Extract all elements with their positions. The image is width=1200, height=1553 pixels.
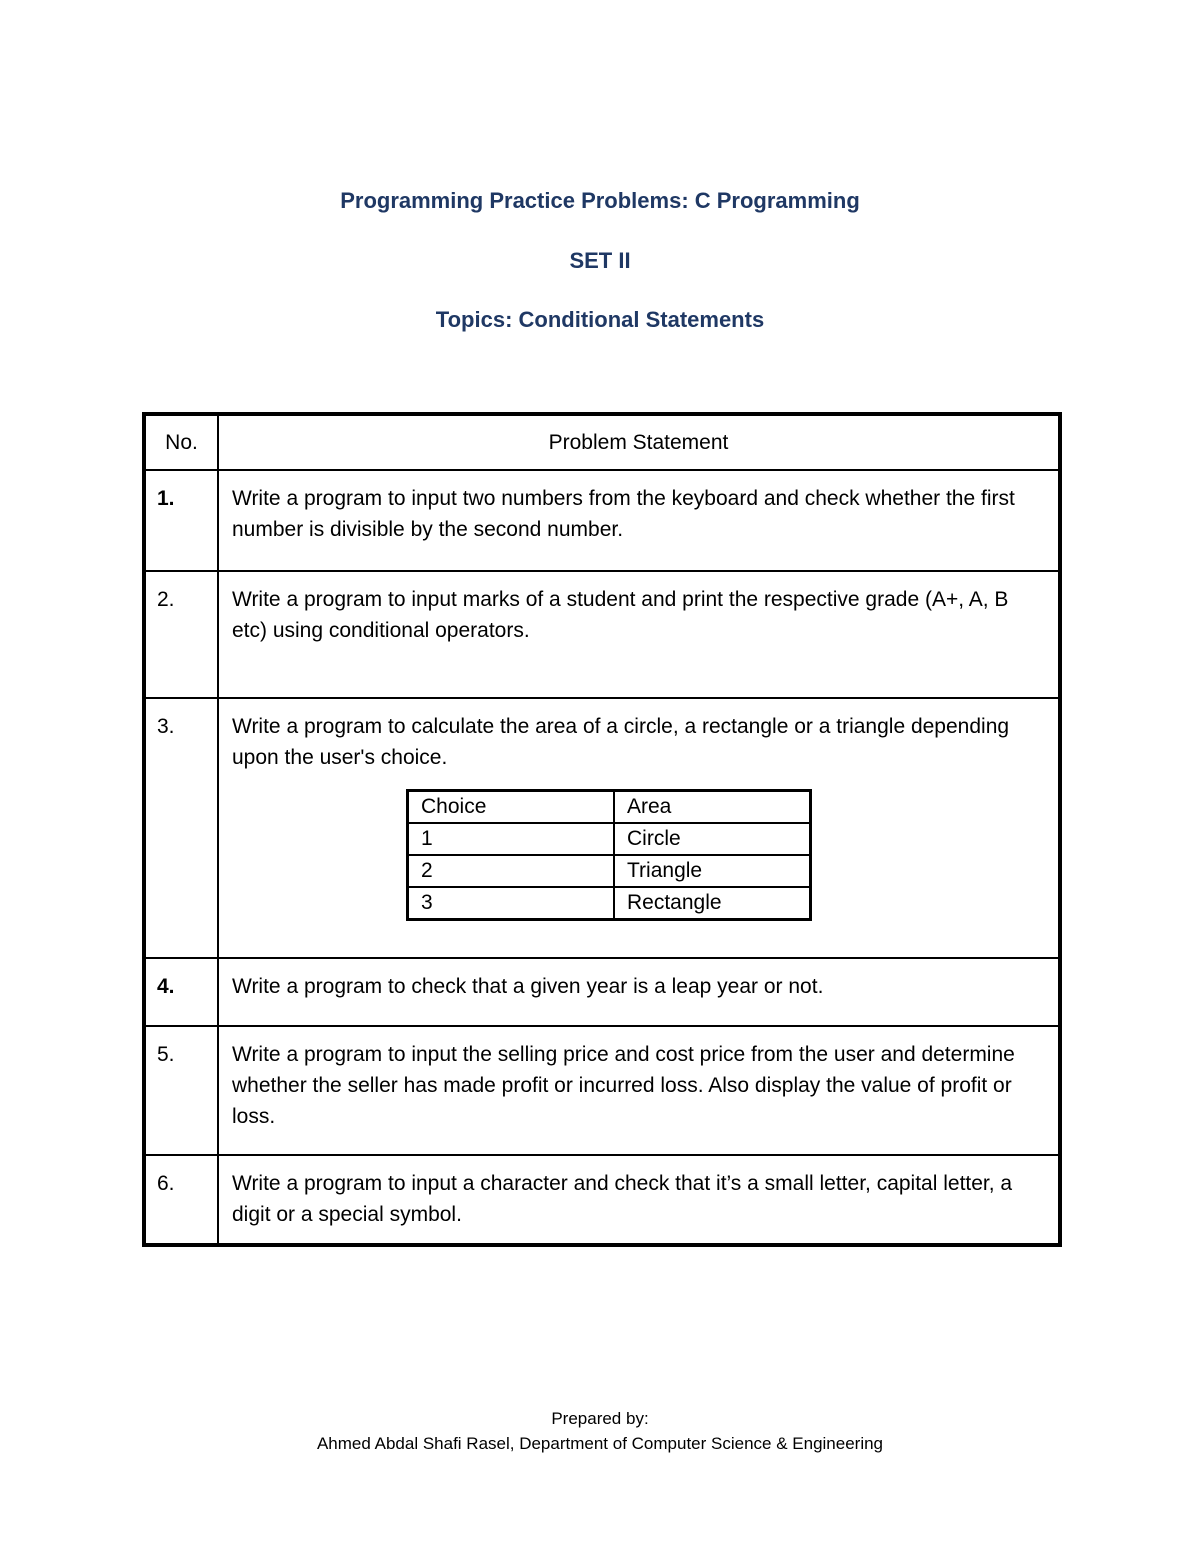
choice-table-row (408, 855, 811, 887)
problem-number: 2. (144, 571, 218, 698)
problem-statement: Write a program to input the selling price and cost price from the user and determine whether the seller has made profit or incurred loss. Also display the value of profit or loss. (218, 1026, 1060, 1155)
choice-shape: Circle (614, 823, 811, 855)
choice-number: 2 (408, 855, 615, 887)
problem-number: 5. (144, 1026, 218, 1155)
table-row (144, 571, 1060, 698)
choice-table-row (408, 887, 811, 920)
choice-table-row (408, 823, 811, 855)
problems-table (142, 412, 1062, 1247)
table-row (144, 470, 1060, 571)
table-header-row (144, 414, 1060, 470)
choice-header-area: Area (614, 791, 811, 824)
choice-shape: Triangle (614, 855, 811, 887)
problem-statement: Write a program to input marks of a student and print the respective grade (A+, A, B etc) using conditional operators. (218, 571, 1060, 698)
problem-statement: Write a program to check that a given year is a leap year or not. (218, 958, 1060, 1026)
problem-statement-with-choices (218, 698, 1060, 958)
column-header-statement: Problem Statement (218, 414, 1060, 470)
problem-statement: Write a program to input two numbers from the keyboard and check whether the first number is divisible by the second number. (218, 470, 1060, 571)
set-label: SET II (569, 248, 631, 273)
author-credit: Ahmed Abdal Shafi Rasel, Department of Computer Science & Engineering (316, 1434, 884, 1453)
table-row (144, 1026, 1060, 1155)
topics-label: Topics: Conditional Statements (435, 307, 765, 332)
problem-number: 6. (144, 1155, 218, 1245)
problem-number: 4. (144, 958, 218, 1026)
choice-number: 3 (408, 887, 615, 920)
choice-area-table (406, 789, 812, 921)
choice-header-choice: Choice (408, 791, 615, 824)
document-title: Programming Practice Problems: C Programming (340, 188, 860, 213)
table-row (144, 958, 1060, 1026)
problem-statement: Write a program to calculate the area of a circle, a rectangle or a triangle depending upon the user's choice. (232, 715, 1010, 769)
problem-number: 1. (144, 470, 218, 571)
table-row (144, 1155, 1060, 1245)
column-header-no: No. (144, 414, 218, 470)
choice-table-header-row (408, 791, 811, 824)
prepared-by-label: Prepared by: (551, 1409, 649, 1428)
problem-statement: Write a program to input a character and check that it’s a small letter, capital letter, a digit or a special symbol. (218, 1155, 1060, 1245)
choice-shape: Rectangle (614, 887, 811, 920)
choice-number: 1 (408, 823, 615, 855)
problem-number: 3. (144, 698, 218, 958)
table-row (144, 698, 1060, 958)
